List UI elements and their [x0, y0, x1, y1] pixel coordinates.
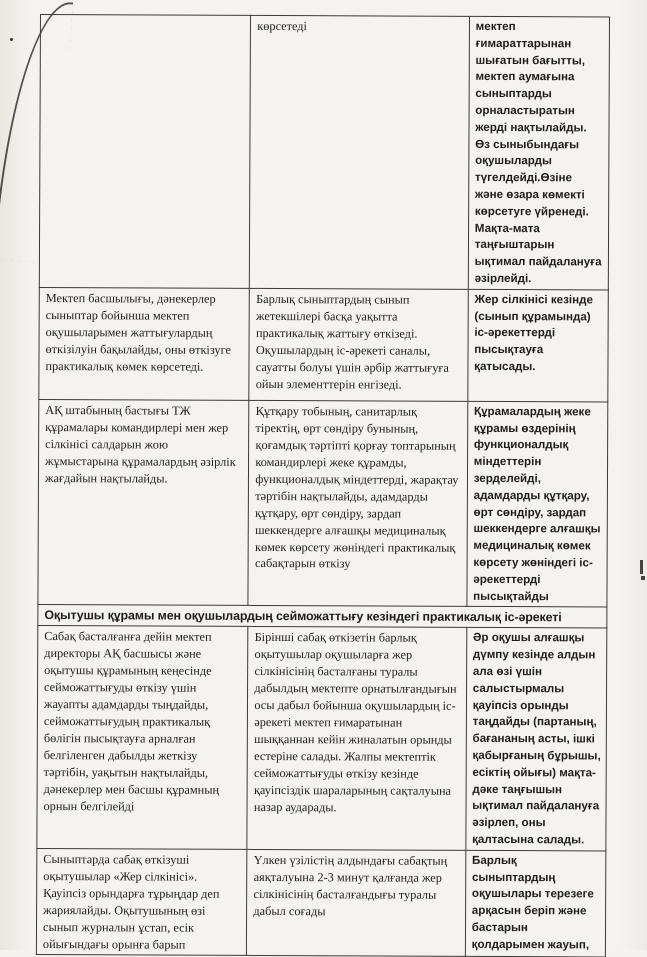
- table-cell: Сыныптарда сабақ өткізуші оқытушылар «Жер сілкінісі». Қауіпсіз орындарға тұрыңдар деп жариялайды. Оқытушының өзі сынып журналын ұстап, есік ойығындағы орынға барып: [36, 848, 247, 955]
- table-cell: мектеп ғимараттарынан шығатын бағытты, мектеп аумағына сыныптарды орналастыратын жерді нақтылайды. Өз сыныбындағы оқушыларды түгелдейді.Өзіне және өзара көмекті көрсетуге үйренеді. Мақта-мата таңғыштарын ықтимал пайдалануға әзірлейді.: [468, 16, 609, 289]
- section-header-row: [38, 605, 607, 629]
- scan-mark: [640, 560, 643, 574]
- table-cell: Әр оқушы алғашқы дүмпу кезінде алдын ала өзі үшін салыстырмалы қауіпсіз орынды таңдайды (партаның, бағананың асты, ішкі қабырғаның бұрышы, есіктің ойығы) мақта-дәке таңғышын ықтимал пайдалануға әзірлеп, оны қалтасына салады.: [466, 628, 607, 851]
- table-cell: Үлкен үзілістің алдындағы сабақтың аяқталуына 2-3 минут қалғанда жер сілкінісінің басталғандығы туралы дабыл соғады: [247, 849, 466, 956]
- table-row: [37, 626, 607, 851]
- table-row: [38, 399, 608, 607]
- scan-mark: [641, 576, 645, 580]
- table-row: [39, 15, 609, 290]
- table-cell: АҚ штабының бастығы ТЖ құрамалары командирлері мен жер сілкінісі салдарын жою жұмыстарына құрамалардың әзірлік жағдайын нақтылайды.: [38, 399, 249, 605]
- table-cell: Құтқару тобының, санитарлық тіректің, өрт сөндіру бунының, қоғамдық тәртіпті қорғау топтарының командирлері жеке құрамды, функционалдық міндеттерді, жарақтау тәртібін нақтылайды, адамдарды құтқару, өрт сөндіру, зардап шеккендерге алғашқы медициналық көмек көрсету жөніндегі практикалық сабақтарын өткізу: [248, 400, 467, 607]
- table-row: [36, 848, 605, 956]
- scan-speck: [10, 38, 13, 41]
- table-cell: Барлық сыныптардың оқушылары терезеге арқасын беріп және бастарын қолдарымен жауып,: [465, 850, 606, 956]
- section-header: Оқытушы құрамы мен оқушылардың сейможаттығу кезіндегі практикалық іс-әрекеті: [38, 605, 607, 629]
- table-cell: Құрамалардың жеке құрамы өздерінің функционалдық міндеттерін зерделейді, адамдарды құтқару, өрт сөндіру, зардап шеккендерге алғашқы медициналық көмек көрсету жөніндегі іс-әрекеттерді пысықтайды: [467, 401, 608, 607]
- table-cell: Сабақ басталғанға дейін мектеп директоры АҚ басшысы және оқытушы құрамының кеңесінде сейможаттығуды өткізу үшін жауапты адамдарды тыңдайды, сейможаттығудың практикалық бөлігін пысықтауға арналған белгіленген дабылды жеткізу тәртібін, уақытын нақтылайды, дәнекерлер мен басшы құрамның орнын белгілейді: [37, 626, 248, 849]
- table-cell: Бірінші сабақ өткізетін барлық оқытушылар оқушыларға жер сілкінісінің басталғаны туралы дабылдың мектепте орнатылғандығын осы дабыл бойынша оқушылардың іс-әрекеті мектеп ғимаратынан шыққаннан кейін жиналатын орынды естеріне салады. Жалпы мектептік сейможаттығуды өткізу кезінде қауіпсіздік шараларының сақталуына назар аударады.: [247, 627, 466, 850]
- document-table: [36, 14, 610, 957]
- table-cell: көрсетеді: [250, 15, 470, 289]
- table-cell: [39, 15, 251, 289]
- table-cell: Жер сілкінісі кезінде (сынып құрамында) іс-әрекеттерді пысықтауға қатысады.: [468, 289, 609, 402]
- table-row: [39, 287, 608, 401]
- table-cell: Барлық сыныптардың сынып жетекшілері басқа уақытта практикалық жаттығу өткізеді. Оқушылардың іс-әрекеті саналы, сауатты болуы үшін әрбір жаттығуға ойын элементтерін енгізеді.: [249, 288, 468, 401]
- table-cell: Мектеп басшылығы, дәнекерлер сыныптар бойынша мектеп оқушыларымен жаттығулардың өткізілуін бақылайды, оны өткізуге практикалық көмек көрсетеді.: [39, 287, 250, 400]
